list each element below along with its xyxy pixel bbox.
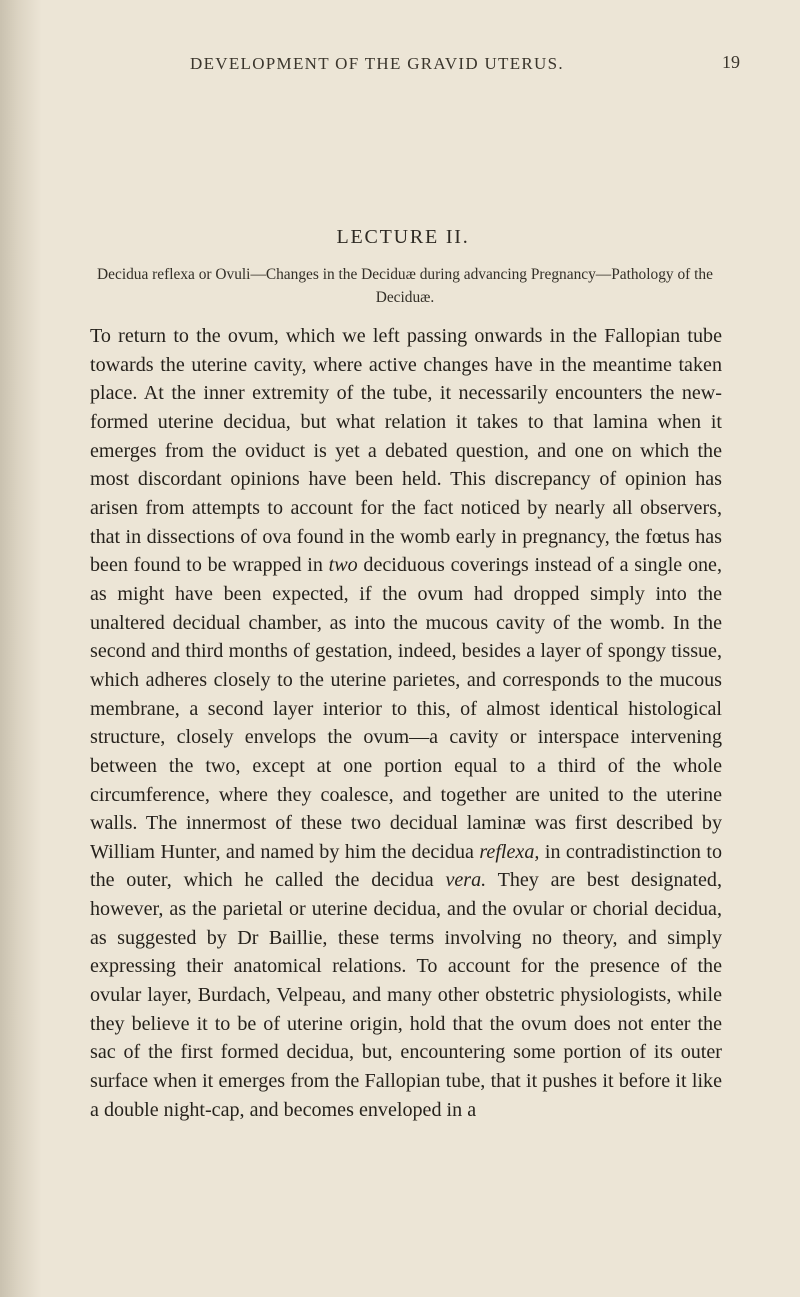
body-segment: They are best designated, however, as the parietal or uterine decidua, and the ovular or chorial decidua, as suggested by Dr Baillie, these terms involving no theory, and simply expressing their anatomical relations. To account for the presence of the ovular layer, Burdach, Velpeau, and many other obstetric physiologists, while they believe it to be of uterine origin, hold that the ovum does not enter the sac of the first formed decidua, but, encountering some portion of its outer surface when it emerges from the Fallopian tube, that it pushes it before it like a double night-cap, and becomes enveloped in a bbox=[90, 869, 722, 1121]
emphasis-vera: vera. bbox=[445, 869, 487, 892]
running-head: DEVELOPMENT OF THE GRAVID UTERUS. bbox=[190, 54, 564, 73]
body-segment: deciduous coverings instead of a single one, as might have been expected, if the ovum had dropped simply into the unaltered decidual chamber, as into the mucous cavity of the womb. In the second and third months of gestation, indeed, besides a layer of spongy tissue, which adheres closely to the uterine parietes, and corresponds to the mucous membrane, a second layer interior to this, of almost identical histological structure, closely envelops the ovum—a cavity or interspace intervening between the two, except at one portion equal to a third of the whole circumference, where they coalesce, and together are united to the uterine walls. The innermost of these two decidual laminæ was first described by William Hunter, and named by him the decidua bbox=[90, 554, 722, 863]
emphasis-two: two bbox=[328, 554, 358, 577]
body-segment: To return to the ovum, which we left passing onwards in the Fallopian tube towards the uterine cavity, where active changes have in the meantime taken place. At the inner extremity of the tube, it necessarily encounters the new-formed uterine decidua, but what relation it takes to that lamina when it emerges from the oviduct is yet a debated question, and one on which the most discordant opinions have been held. This discrepancy of opinion has arisen from attempts to account for the fact noticed by nearly all observers, that in dissections of ova found in the womb early in pregnancy, the fœtus has been found to be wrapped in bbox=[90, 325, 722, 577]
lecture-synopsis: Decidua reflexa or Ovuli—Changes in the Deciduæ during advancing Pregnancy—Pathology of the Deciduæ. bbox=[97, 266, 713, 306]
emphasis-reflexa: reflexa, bbox=[479, 840, 540, 863]
lecture-title: LECTURE II. bbox=[336, 226, 470, 248]
body-paragraph bbox=[90, 322, 722, 1124]
body-text bbox=[90, 322, 722, 1124]
page-number: 19 bbox=[722, 52, 740, 72]
body-segment: in contradistinction to the outer, which he called the decidua bbox=[90, 840, 722, 892]
